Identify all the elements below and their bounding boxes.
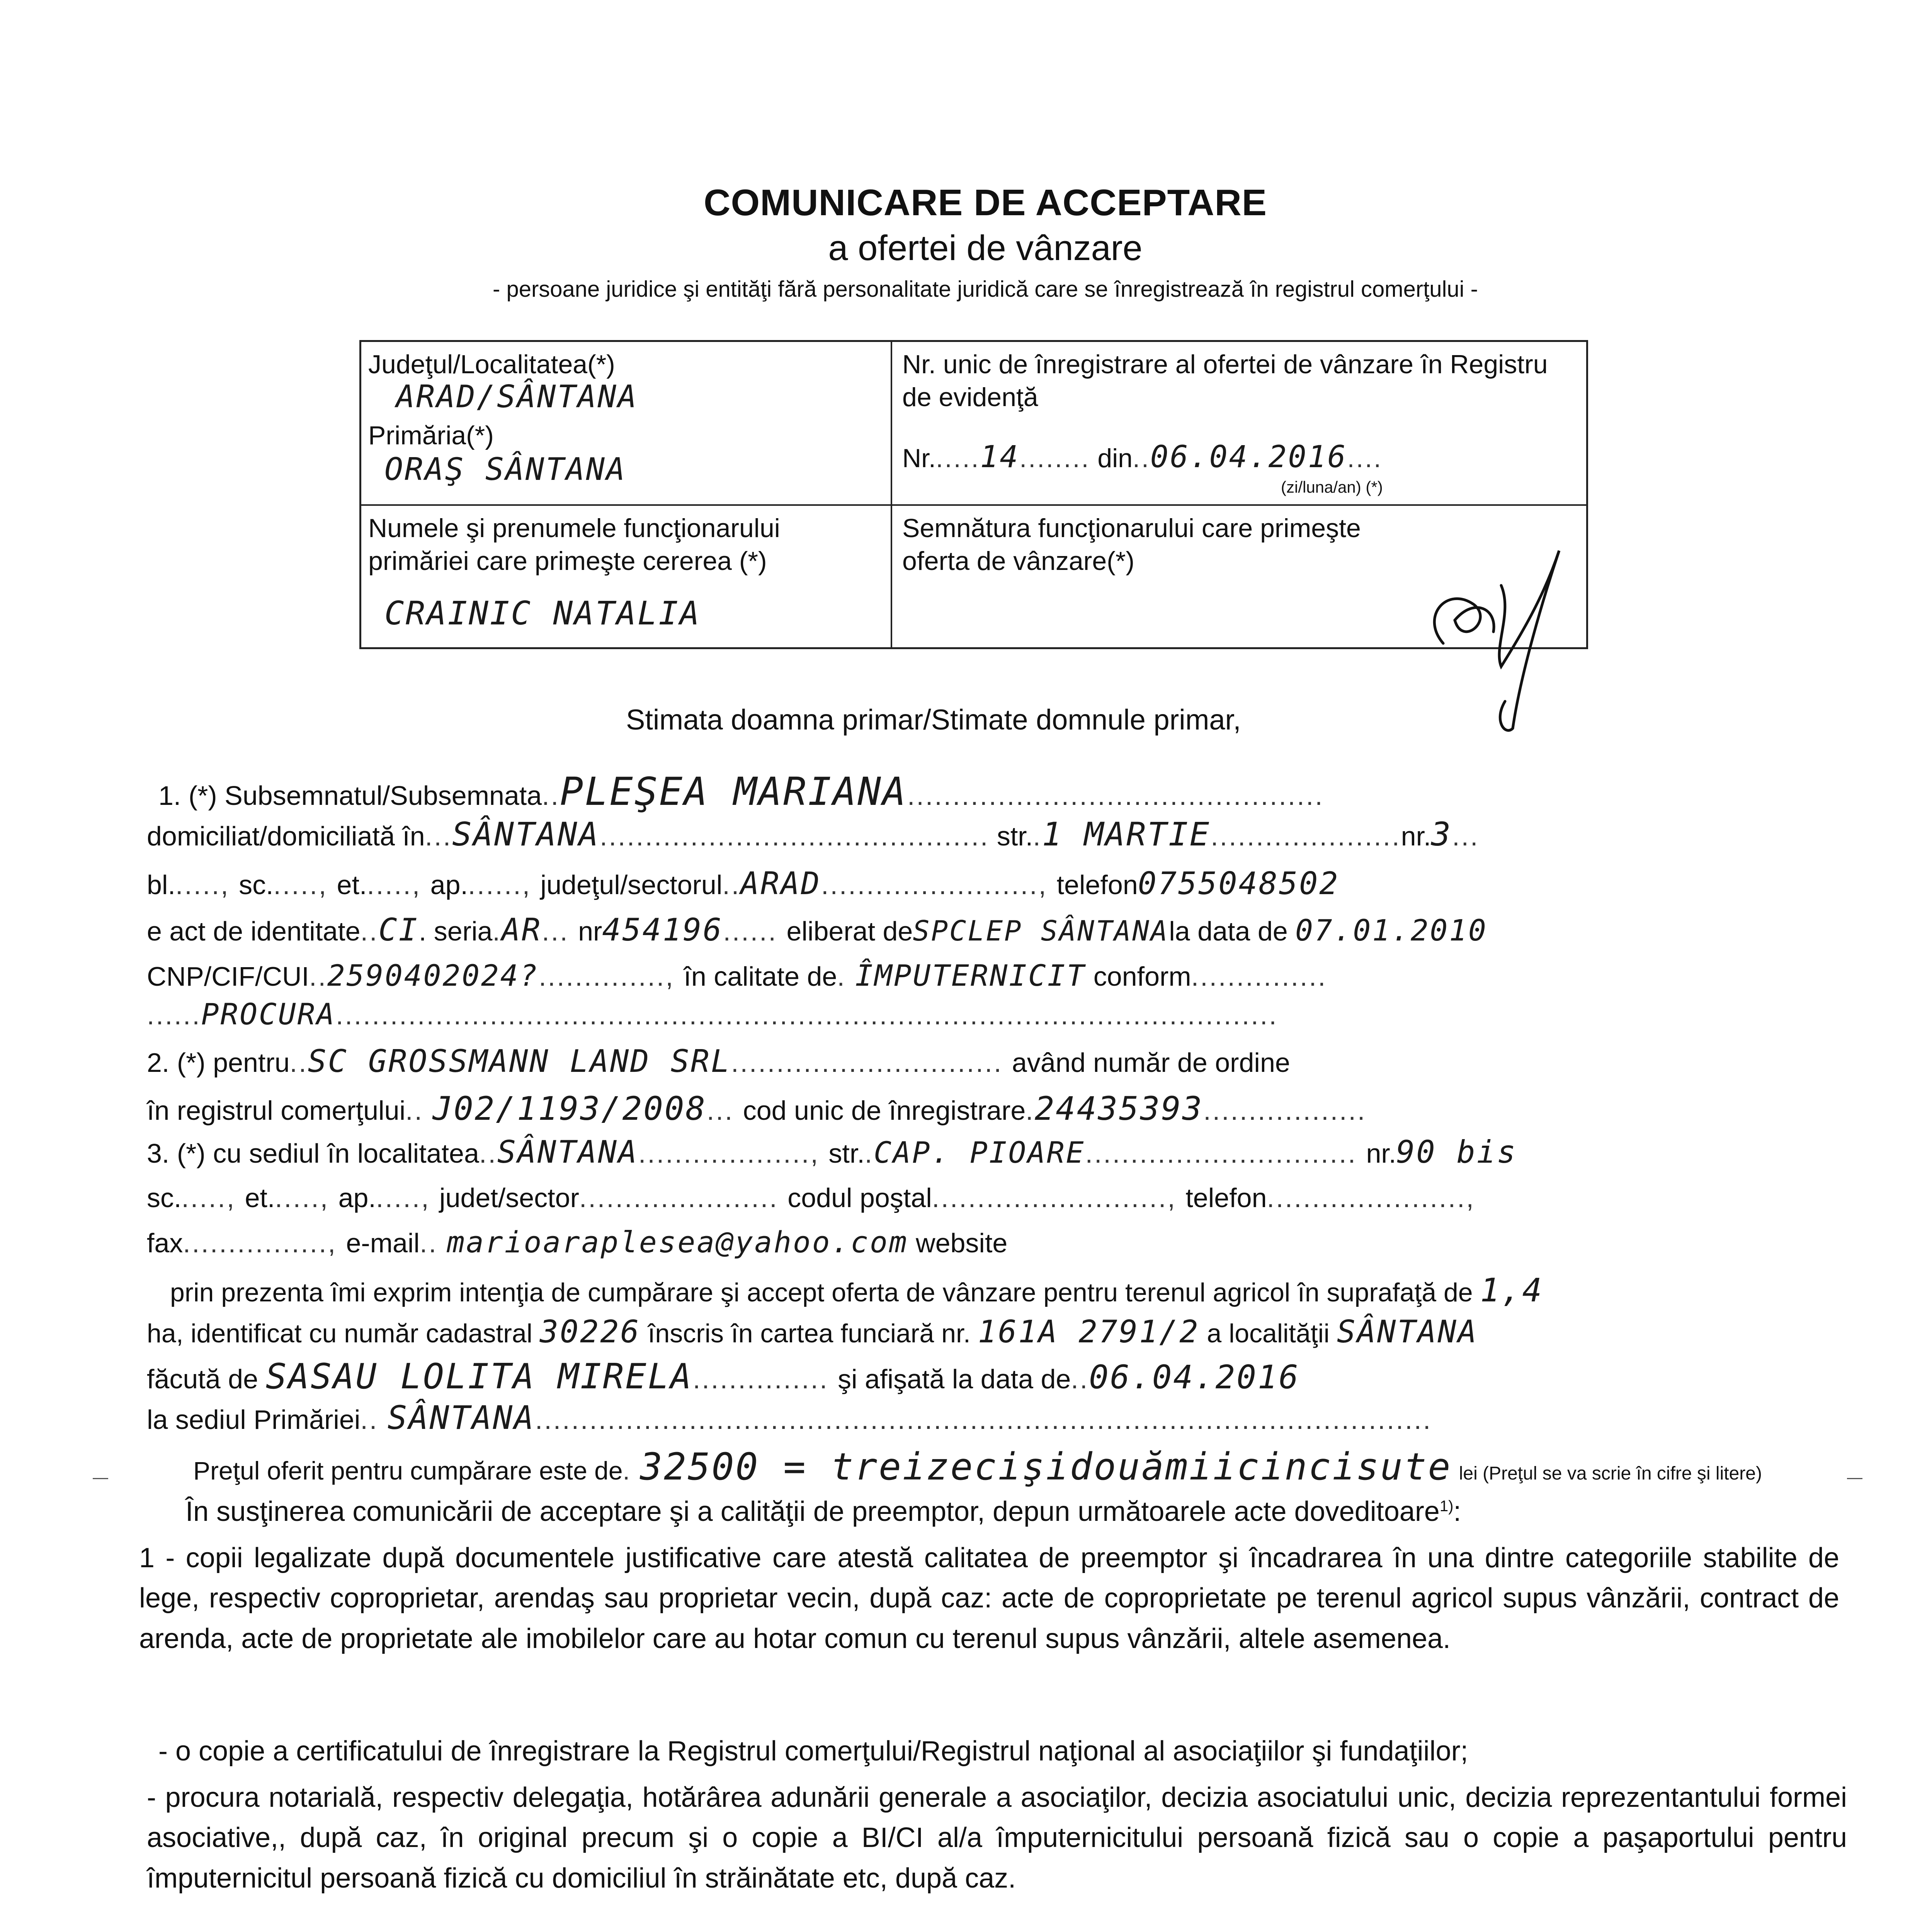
strada-label: str. xyxy=(997,821,1033,851)
cod-unic-value[interactable]: 24435393 xyxy=(1034,1090,1204,1128)
sediu-value[interactable]: SÂNTANA xyxy=(497,1134,638,1170)
eliberat-label: eliberat de xyxy=(786,916,913,946)
conform-value[interactable]: PROCURA xyxy=(201,997,336,1031)
line-sediul-primariei: la sediul Primăriei.. SÂNTANA................................................................................................... xyxy=(147,1399,1432,1437)
support-p3: - procura notarială, respectiv delegaţia, hotărârea adunării generale a asociaţilor, decizia asociatului unic, decizia reprezentantului formei asociative,, după caz, în original precum şi o copie a BI/CI al/a împuternicitului persoană fizică sau o copie a paşaportului pentru împuternicitul persoană fizică cu domiciliul în străinătate etc, după caz. xyxy=(147,1782,1847,1894)
form-subtitle: a ofertei de vânzare xyxy=(828,228,1143,268)
cod-postal-label: codul poştal xyxy=(787,1183,932,1213)
carte-funciara-label: înscris în cartea funciară nr. xyxy=(648,1319,971,1348)
line-subsemnatul: 1. (*) Subsemnatul/Subsemnata..PLEŞEA MARIANA.............................................. xyxy=(158,769,1324,814)
nr-value[interactable]: 14 xyxy=(980,440,1020,474)
support-intro: În susţinerea comunicării de acceptare şi a calităţii de preemptor, depun următoarele acte doveditoare$^{1)}$: xyxy=(185,1496,1461,1527)
line-conform-continuation: ......PROCURA........................................................................................................ xyxy=(147,997,1278,1031)
facuta-de-value[interactable]: SASAU LOLITA MIRELA xyxy=(265,1356,693,1397)
left-margin-mark xyxy=(93,1478,108,1479)
right-margin-mark xyxy=(1847,1478,1862,1479)
din-value[interactable]: 06.04.2016 xyxy=(1150,440,1347,474)
sc-label: sc. xyxy=(239,870,274,900)
afisata-value[interactable]: 06.04.2016 xyxy=(1089,1358,1300,1396)
conform-label: conform xyxy=(1093,961,1191,992)
telefon-label: telefon xyxy=(1056,870,1138,900)
line-cadastral xyxy=(147,1314,1478,1350)
subsemnatul-label: 1. (*) Subsemnatul/Subsemnata xyxy=(158,781,542,811)
strada-value[interactable]: 1 MARTIE xyxy=(1042,815,1211,853)
facuta-de-label: făcută de xyxy=(147,1364,258,1394)
act-identitate-label: e act de identitate xyxy=(147,916,361,946)
line-fax-email: fax................, e-mail.. marioaraplesea@yahoo.com website xyxy=(147,1225,1008,1259)
email-value[interactable]: marioaraplesea@yahoo.com xyxy=(447,1225,908,1259)
sediu-strada-value[interactable]: CAP. PIOARE xyxy=(874,1135,1085,1170)
line-pret: Preţul oferit pentru cumpărare este de. 32500 = treizecişidouămiicincisute lei (Preţul se va scrie în cifre şi litere) xyxy=(193,1445,1762,1488)
judet-sector-label: judeţul/sectorul xyxy=(540,870,723,900)
primaria-label: Primăria(*) xyxy=(368,421,494,450)
line-domiciliu: domiciliat/domiciliată în...SÂNTANA........................................... str..1 MARTIE.....................nr.3... xyxy=(147,815,1480,853)
intentie-text: prin prezenta îmi exprim intenţia de cumpărare şi accept oferta de vânzare pentru terenul agricol în suprafaţă de xyxy=(170,1278,1473,1307)
line-sediu: 3. (*) cu sediul în localitatea..SÂNTANA..................., str..CAP. PIOARE.............................. nr.90 bis xyxy=(147,1134,1517,1170)
ap-label: ap. xyxy=(430,870,468,900)
nr-act-value[interactable]: 454196 xyxy=(602,912,723,948)
line-act-identitate: e act de identitate..CI. seria.AR... nr454196...... eliberat deSPCLEP SÂNTANAla data de 07.01.2010 xyxy=(147,912,1488,948)
line-bloc: bl......, sc......, et......, ap......., judeţul/sectorul..ARAD........................, telefon0755048502 xyxy=(147,866,1340,901)
localitate-teren-label: a localităţii xyxy=(1207,1319,1330,1348)
nr-domiciliu-value[interactable]: 3 xyxy=(1431,815,1452,853)
pentru-value[interactable]: SC GROSSMANN LAND SRL xyxy=(308,1043,731,1079)
din-label: din xyxy=(1097,444,1133,473)
nr-label: nr. xyxy=(1401,821,1431,851)
domiciliu-value[interactable]: SÂNTANA xyxy=(452,815,600,853)
line-facuta-de: făcută de SASAU LOLITA MIRELA............... şi afişată la data de..06.04.2016 xyxy=(147,1356,1300,1397)
primaria-value[interactable]: ORAŞ SÂNTANA xyxy=(384,451,626,487)
sediu-ap-label: ap. xyxy=(338,1183,376,1213)
fax-label: fax xyxy=(147,1228,183,1258)
nr-prefix: Nr. xyxy=(902,444,936,473)
sediul-primariei-value[interactable]: SÂNTANA xyxy=(387,1399,535,1437)
date-format-hint: (zi/luna/an) (*) xyxy=(1281,478,1383,496)
functionar-value[interactable]: CRAINIC NATALIA xyxy=(384,594,701,632)
website-label: website xyxy=(916,1228,1008,1258)
sediu-telefon-label: telefon xyxy=(1185,1183,1267,1213)
telefon-value[interactable]: 0755048502 xyxy=(1138,866,1340,901)
judet-sector-value[interactable]: ARAD xyxy=(740,866,821,901)
pret-label: Preţul oferit pentru cumpărare este de xyxy=(193,1456,623,1485)
line-sediu-detalii: sc......, et......, ap......, judet/sector...................... codul poştal.........................., telefon......................, xyxy=(147,1183,1475,1213)
sediu-strada-label: str. xyxy=(828,1138,865,1168)
salutation: Stimata doamna primar/Stimate domnule primar, xyxy=(626,704,1241,736)
nr-registry-label: Nr. unic de înregistrare al ofertei de vânzare în Registru de evidenţă xyxy=(902,350,1548,412)
line-cnp: CNP/CIF/CUI..2590402024?.............., în calitate de. ÎMPUTERNICIT conform............... xyxy=(147,958,1327,993)
sediul-primariei-label: la sediul Primăriei xyxy=(147,1405,361,1435)
line-pentru: 2. (*) pentru..SC GROSSMANN LAND SRL.............................. având număr de ordine xyxy=(147,1043,1290,1079)
form-scope-note: - persoane juridice şi entităţi fără personalitate juridică care se înregistrează în registrul comerţului - xyxy=(493,277,1478,302)
cod-unic-label: cod unic de înregistrare xyxy=(743,1095,1026,1126)
carte-funciara-value[interactable]: 161A 2791/2 xyxy=(978,1314,1200,1350)
nr-act-label: nr xyxy=(578,916,602,946)
official-signature xyxy=(1397,520,1582,736)
judet-label: Judeţul/Localitatea(*) xyxy=(368,350,615,379)
sediu-et-label: et. xyxy=(245,1183,275,1213)
sediu-label: 3. (*) cu sediul în localitatea xyxy=(147,1138,479,1168)
pret-value[interactable]: 32500 = treizecişidouămiicincisute xyxy=(640,1445,1452,1488)
sediu-judet-label: judet/sector xyxy=(439,1183,579,1213)
form-title: COMUNICARE DE ACCEPTARE xyxy=(704,182,1267,223)
functionar-label: Numele şi prenumele funcţionarului primăriei care primeşte cererea (*) xyxy=(368,514,780,576)
pentru-label: 2. (*) pentru xyxy=(147,1048,290,1078)
sediu-nr-value[interactable]: 90 bis xyxy=(1396,1134,1517,1170)
support-p2: - o copie a certificatului de înregistrare la Registrul comerţului/Registrul naţional al asociaţiilor şi fundaţiilor; xyxy=(158,1736,1468,1767)
cadastral-label: ha, identificat cu număr cadastral xyxy=(147,1319,532,1348)
footnote-marker: 1) xyxy=(1439,1498,1454,1515)
sediu-nr-label: nr. xyxy=(1366,1138,1396,1168)
registrul-comertului-value[interactable]: J02/1193/2008 xyxy=(432,1090,707,1128)
data-eliberare-label: la data de xyxy=(1169,916,1288,946)
judet-value[interactable]: ARAD/SÂNTANA xyxy=(396,379,638,415)
sediu-sc-label: sc. xyxy=(147,1183,182,1213)
domiciliu-label: domiciliat/domiciliată în xyxy=(147,821,425,851)
eliberat-value[interactable]: SPCLEP SÂNTANA xyxy=(913,915,1169,947)
bl-label: bl. xyxy=(147,870,175,900)
registrul-comertului-label: în registrul comerţului xyxy=(147,1095,406,1126)
registration-box xyxy=(359,340,1588,649)
email-label: e-mail xyxy=(346,1228,420,1258)
semnatura-label: Semnătura funcţionarului care primeşte oferta de vânzare(*) xyxy=(902,514,1361,576)
et-label: et. xyxy=(337,870,367,900)
calitate-value[interactable]: ÎMPUTERNICIT xyxy=(855,958,1086,993)
cnp-value[interactable]: 2590402024? xyxy=(327,958,539,993)
suprafata-value[interactable]: 1,4 xyxy=(1480,1271,1544,1309)
calitate-label: în calitate de xyxy=(684,961,837,992)
act-identitate-value[interactable]: CI xyxy=(378,912,419,948)
numar-ordine-label: având număr de ordine xyxy=(1012,1048,1290,1078)
data-eliberare-value[interactable]: 07.01.2010 xyxy=(1295,913,1488,947)
nr-line: Nr......14........ din..06.04.2016.... xyxy=(902,440,1383,474)
pret-hint: lei (Preţul se va scrie în cifre şi litere) xyxy=(1459,1463,1762,1484)
cnp-label: CNP/CIF/CUI xyxy=(147,961,309,992)
localitate-teren-value[interactable]: SÂNTANA xyxy=(1337,1314,1478,1350)
line-intentie xyxy=(170,1271,1543,1309)
seria-label: seria xyxy=(434,916,493,946)
line-registrul-comertului: în registrul comerţului.. J02/1193/2008... cod unic de înregistrare.24435393.................. xyxy=(147,1090,1367,1128)
seria-value[interactable]: AR xyxy=(501,912,542,948)
cadastral-value[interactable]: 30226 xyxy=(539,1314,641,1350)
afisata-label: şi afişată la data de xyxy=(838,1364,1071,1394)
support-p1: 1 - copii legalizate după documentele justificative care atestă calitatea de preemptor şi încadrarea în una dintre categoriile stabilite de lege, respectiv coproprietar, arendaş sau proprietar vecin, după caz: acte de coproprietate pe terenul agricol supus vânzării, contract de arenda, acte de proprietate ale imobilelor care au hotar comun cu terenul supus vânzării, altele asemenea. xyxy=(139,1543,1839,1654)
subsemnatul-value[interactable]: PLEŞEA MARIANA xyxy=(560,769,907,814)
